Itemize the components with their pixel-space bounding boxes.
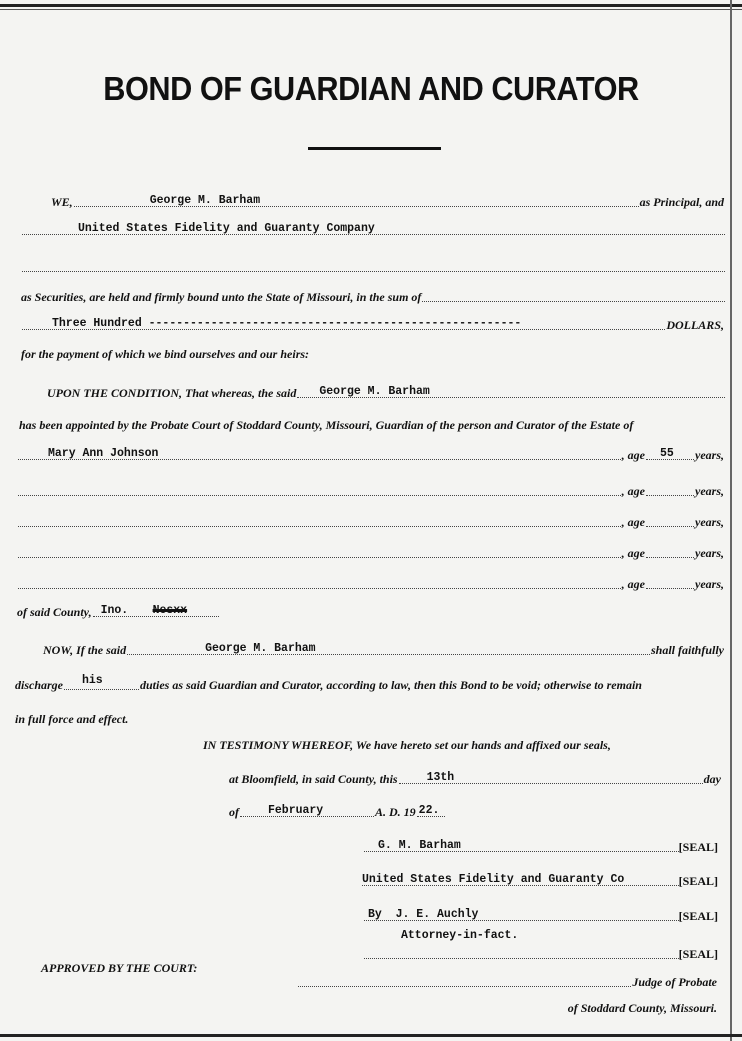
label: has been appointed by the Probate Court of Stoddard County, Missouri, Guardian of the person and Curator of the Estate of [19, 418, 634, 432]
label: NOW, If the said [43, 643, 127, 657]
ward-name-field [18, 445, 621, 460]
attorney-in-fact: Attorney-in-fact. [401, 929, 519, 942]
condition-line [46, 383, 725, 401]
age-field [646, 512, 694, 527]
blank-line [22, 257, 725, 275]
signature-field [364, 837, 679, 852]
label: duties as said Guardian and Curator, according to law, then this Bond to be void; otherwise to remain [140, 678, 642, 692]
label: shall faithfully [650, 643, 724, 657]
full-force-line [14, 709, 129, 727]
date-line [228, 802, 445, 820]
surety-field [22, 220, 725, 235]
ward-name-field [18, 543, 621, 558]
page-edge [0, 9, 742, 10]
document-title: BOND OF GUARDIAN AND CURATOR [103, 70, 639, 107]
label: , age [621, 515, 645, 529]
appointed-line [18, 415, 634, 433]
age-field [646, 445, 694, 460]
signature-line [364, 906, 718, 924]
label: , age [621, 546, 645, 560]
label: as Principal, and [639, 195, 724, 209]
surety-line [22, 220, 725, 238]
signature-field [362, 871, 679, 886]
place-line [228, 769, 722, 787]
label: at Bloomfield, in said County, this [229, 772, 398, 786]
page-edge [0, 4, 742, 7]
blank-field [422, 287, 725, 302]
label: years, [695, 515, 724, 529]
ward-name-field [18, 481, 621, 496]
age-field [646, 481, 694, 496]
seal-label: [SEAL] [678, 840, 718, 854]
label: in full force and effect. [15, 712, 129, 726]
now-line [42, 640, 725, 658]
signature-line [362, 871, 718, 889]
county-line [16, 602, 219, 620]
signature-field [364, 944, 679, 959]
label: of Stoddard County, Missouri. [567, 1001, 717, 1015]
ward-line [18, 445, 725, 463]
blank-field [22, 257, 725, 272]
principal-line [50, 192, 725, 210]
label: APPROVED BY THE COURT: [41, 961, 198, 975]
label: years, [695, 448, 724, 462]
label: DOLLARS, [666, 318, 724, 332]
ward-line [18, 543, 725, 561]
judge-signature-field [298, 972, 631, 987]
month-field [240, 802, 374, 817]
label: discharge [15, 678, 63, 692]
label: years, [695, 484, 724, 498]
discharge-line [14, 675, 643, 693]
signature-line [364, 944, 718, 962]
surety-name: United States Fidelity and Guaranty Company [78, 222, 375, 235]
month-value: February [268, 804, 324, 817]
label: for the payment of which we bind ourselves and our heirs: [21, 347, 310, 361]
signature-name: United States Fidelity and Guaranty Co [362, 873, 625, 886]
title-rule [308, 147, 441, 150]
label: , age [621, 448, 645, 462]
page-edge [0, 1034, 742, 1037]
ward-name-field [18, 574, 621, 589]
judge-county [567, 998, 718, 1016]
condition-name: George M. Barham [319, 385, 430, 398]
label: A. D. 19 [375, 805, 416, 819]
year-field [417, 802, 445, 817]
sum-value: Three Hundred ------------------------------------------------------ [52, 317, 522, 330]
label: years, [695, 577, 724, 591]
principal-field [74, 192, 639, 207]
county-field [93, 602, 219, 617]
label: of said County, [17, 605, 92, 619]
year-value: 22. [418, 804, 440, 817]
age-field [646, 543, 694, 558]
label: day [703, 772, 721, 786]
day-value: 13th [426, 771, 455, 784]
county-value: Ino. [100, 604, 129, 617]
testimony-line [202, 735, 612, 753]
signature-field [364, 906, 679, 921]
approved-label [40, 958, 198, 976]
label: Judge of Probate [632, 975, 717, 989]
ward-name-field [18, 512, 621, 527]
seal-label: [SEAL] [678, 874, 718, 888]
day-field [399, 769, 703, 784]
principal-name: George M. Barham [149, 194, 261, 207]
label: years, [695, 546, 724, 560]
discharge-field [64, 675, 139, 690]
ward-line [18, 574, 725, 592]
struck-text: Nesxx [152, 604, 188, 617]
label: WE, [51, 195, 73, 209]
label: , age [621, 484, 645, 498]
page-edge [730, 0, 732, 1041]
ward-line [18, 512, 725, 530]
judge-line [298, 972, 718, 990]
sum-field [22, 315, 665, 330]
label: IN TESTIMONY WHEREOF, We have hereto set our hands and affixed our seals, [203, 738, 611, 752]
ward-age: 55 [660, 447, 674, 460]
signature-line [364, 837, 718, 855]
seal-label: [SEAL] [678, 947, 718, 961]
payment-line [20, 344, 310, 362]
label: UPON THE CONDITION, That whereas, the said [47, 386, 297, 400]
label: , age [621, 577, 645, 591]
ward-line [18, 481, 725, 499]
now-name: George M. Barham [205, 642, 316, 655]
age-field [646, 574, 694, 589]
signature-name: G. M. Barham [378, 839, 461, 852]
securities-line [20, 287, 725, 305]
ward-name: Mary Ann Johnson [48, 447, 159, 460]
label: of [229, 805, 239, 819]
now-field [127, 640, 650, 655]
seal-label: [SEAL] [678, 909, 718, 923]
discharge-value: his [82, 674, 103, 687]
label: as Securities, are held and firmly bound unto the State of Missouri, in the sum of [21, 290, 422, 304]
signature-name: By J. E. Auchly [368, 908, 479, 921]
sum-line [22, 315, 725, 333]
condition-field [297, 383, 725, 398]
